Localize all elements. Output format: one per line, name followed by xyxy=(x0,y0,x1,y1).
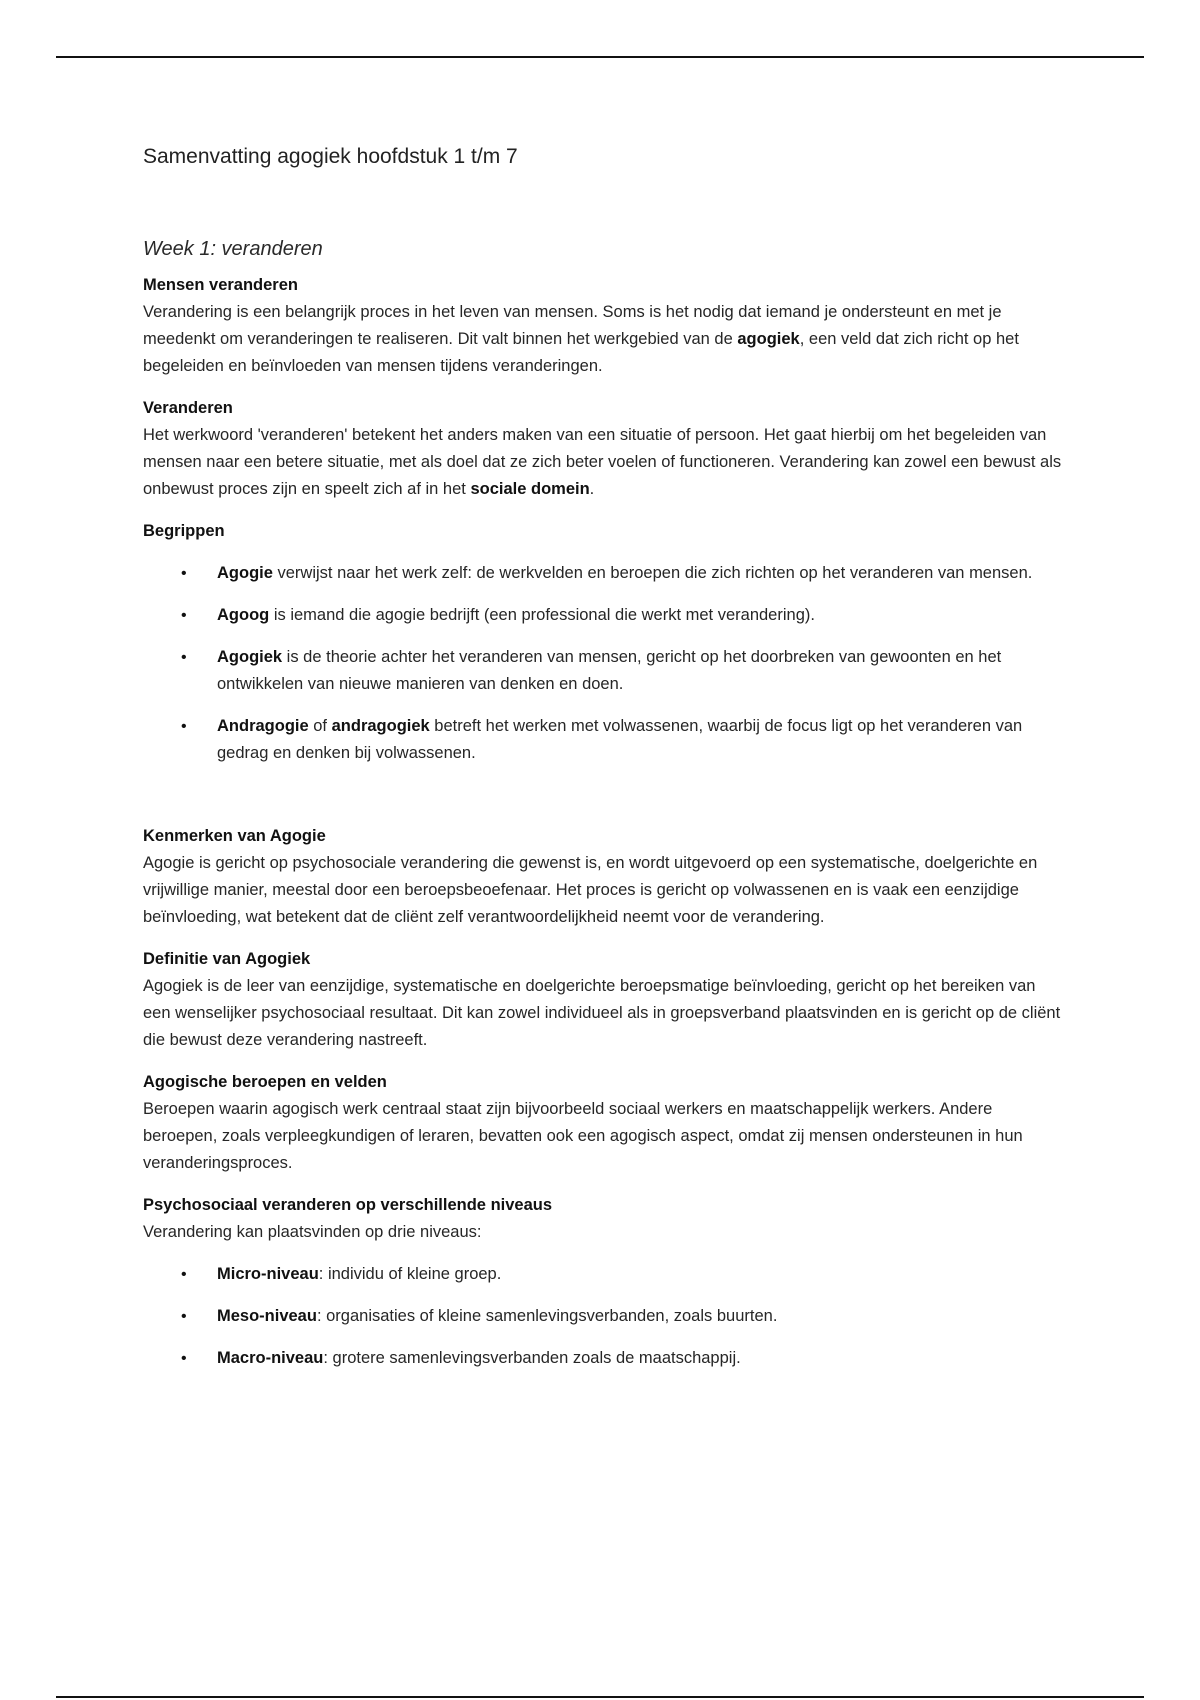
bullet-icon: • xyxy=(181,1308,187,1325)
section-veranderen xyxy=(143,395,1063,503)
section-beroepen xyxy=(143,1069,1063,1177)
section-title: Begrippen xyxy=(143,522,225,540)
item-text: : grotere samenlevingsverbanden zoals de maatschappij. xyxy=(323,1349,741,1367)
section-body: Verandering kan plaatsvinden op drie niveaus: xyxy=(143,1223,482,1241)
bold-term: sociale domein xyxy=(470,480,590,498)
bullet-icon: • xyxy=(181,565,187,582)
bullet-icon: • xyxy=(181,1350,187,1367)
section-definitie xyxy=(143,946,1063,1054)
section-title: Kenmerken van Agogie xyxy=(143,827,326,845)
bold-term: agogiek xyxy=(737,330,800,348)
niveaus-list xyxy=(143,1261,1063,1372)
section-body: Agogie is gericht op psychosociale verandering die gewenst is, en wordt uitgevoerd op een systematische, doelgerichte en vrijwillige manier, meestal door een beroepsbeoefenaar. Het proces is gericht op volwassenen en is vaak een eenzijdige beïnvloeding, wat betekent dat de cliënt zelf verantwoordelijkheid neemt voor de verandering. xyxy=(143,854,1038,926)
item-text: is de theorie achter het veranderen van mensen, gericht op het doorbreken van gewoonten en het ontwikkelen van nieuwe manieren van denken en doen. xyxy=(217,648,1002,693)
list-item xyxy=(143,1345,1063,1372)
bullet-icon: • xyxy=(181,649,187,666)
bold-term: Micro-niveau xyxy=(217,1265,319,1283)
section-title: Mensen veranderen xyxy=(143,276,298,294)
bullet-icon: • xyxy=(181,1266,187,1283)
list-item xyxy=(143,1303,1063,1330)
bold-term: Agoog xyxy=(217,606,270,624)
document-title: Samenvatting agogiek hoofdstuk 1 t/m 7 xyxy=(143,145,518,168)
list-item xyxy=(143,560,1063,587)
week-heading: Week 1: veranderen xyxy=(143,238,323,260)
list-item xyxy=(143,644,1063,698)
section-begrippen xyxy=(143,518,1063,767)
item-text: of xyxy=(308,717,332,735)
section-niveaus xyxy=(143,1192,1063,1372)
document-page xyxy=(143,140,1063,1372)
list-item xyxy=(143,602,1063,629)
body-text: . xyxy=(589,480,595,498)
item-text: : organisaties of kleine samenlevingsverbanden, zoals buurten. xyxy=(316,1307,778,1325)
bold-term: Macro-niveau xyxy=(217,1349,324,1367)
section-title: Agogische beroepen en velden xyxy=(143,1073,387,1091)
section-body xyxy=(143,422,1063,503)
bold-term: Agogiek xyxy=(217,648,283,666)
section-body xyxy=(143,299,1063,380)
item-text: is iemand die agogie bedrijft (een professional die werkt met verandering). xyxy=(269,606,815,624)
body-text: , een veld dat zich richt op het begeleiden en beïnvloeden van mensen tijdens veranderingen. xyxy=(143,330,1019,375)
begrippen-list xyxy=(143,560,1063,767)
list-item xyxy=(143,1261,1063,1288)
body-text: Verandering is een belangrijk proces in het leven van mensen. Soms is het nodig dat iemand je ondersteunt en met je meedenkt om veranderingen te realiseren. Dit valt binnen het werkgebied van de xyxy=(143,303,1002,348)
section-kenmerken xyxy=(143,823,1063,931)
bold-term: Agogie xyxy=(217,564,273,582)
list-item xyxy=(143,713,1063,767)
section-title: Veranderen xyxy=(143,399,233,417)
section-body: Agogiek is de leer van eenzijdige, systematische en doelgerichte beroepsmatige beïnvloeding, gericht op het bereiken van een wenselijker psychosociaal resultaat. Dit kan zowel individueel als in groepsverband plaatsvinden en is gericht op de cliënt die bewust deze verandering nastreeft. xyxy=(143,977,1061,1049)
bullet-icon: • xyxy=(181,607,187,624)
item-text: betreft het werken met volwassenen, waarbij de focus ligt op het veranderen van gedrag en denken bij volwassenen. xyxy=(217,717,1023,762)
bold-term: andragogiek xyxy=(331,717,430,735)
section-body: Beroepen waarin agogisch werk centraal staat zijn bijvoorbeeld sociaal werkers en maatschappelijk werkers. Andere beroepen, zoals verpleegkundigen of leraren, bevatten ook een agogisch aspect, omdat zij mensen ondersteunen in hun veranderingsproces. xyxy=(143,1100,1023,1172)
item-text: verwijst naar het werk zelf: de werkvelden en beroepen die zich richten op het veranderen van mensen. xyxy=(272,564,1033,582)
bold-term: Andragogie xyxy=(217,717,309,735)
footer-rule xyxy=(56,1696,1144,1698)
section-mensen-veranderen xyxy=(143,272,1063,380)
section-title: Psychosociaal veranderen op verschillende niveaus xyxy=(143,1196,553,1214)
bullet-icon: • xyxy=(181,718,187,735)
item-text: : individu of kleine groep. xyxy=(318,1265,502,1283)
body-text: Het werkwoord 'veranderen' betekent het anders maken van een situatie of persoon. Het gaat hierbij om het begeleiden van mensen naar een betere situatie, met als doel dat ze zich beter voelen of functioneren. Verandering kan zowel een bewust als onbewust proces zijn en speelt zich af in het xyxy=(143,426,1062,498)
section-title: Definitie van Agogiek xyxy=(143,950,311,968)
bold-term: Meso-niveau xyxy=(217,1307,317,1325)
header-rule xyxy=(56,56,1144,58)
